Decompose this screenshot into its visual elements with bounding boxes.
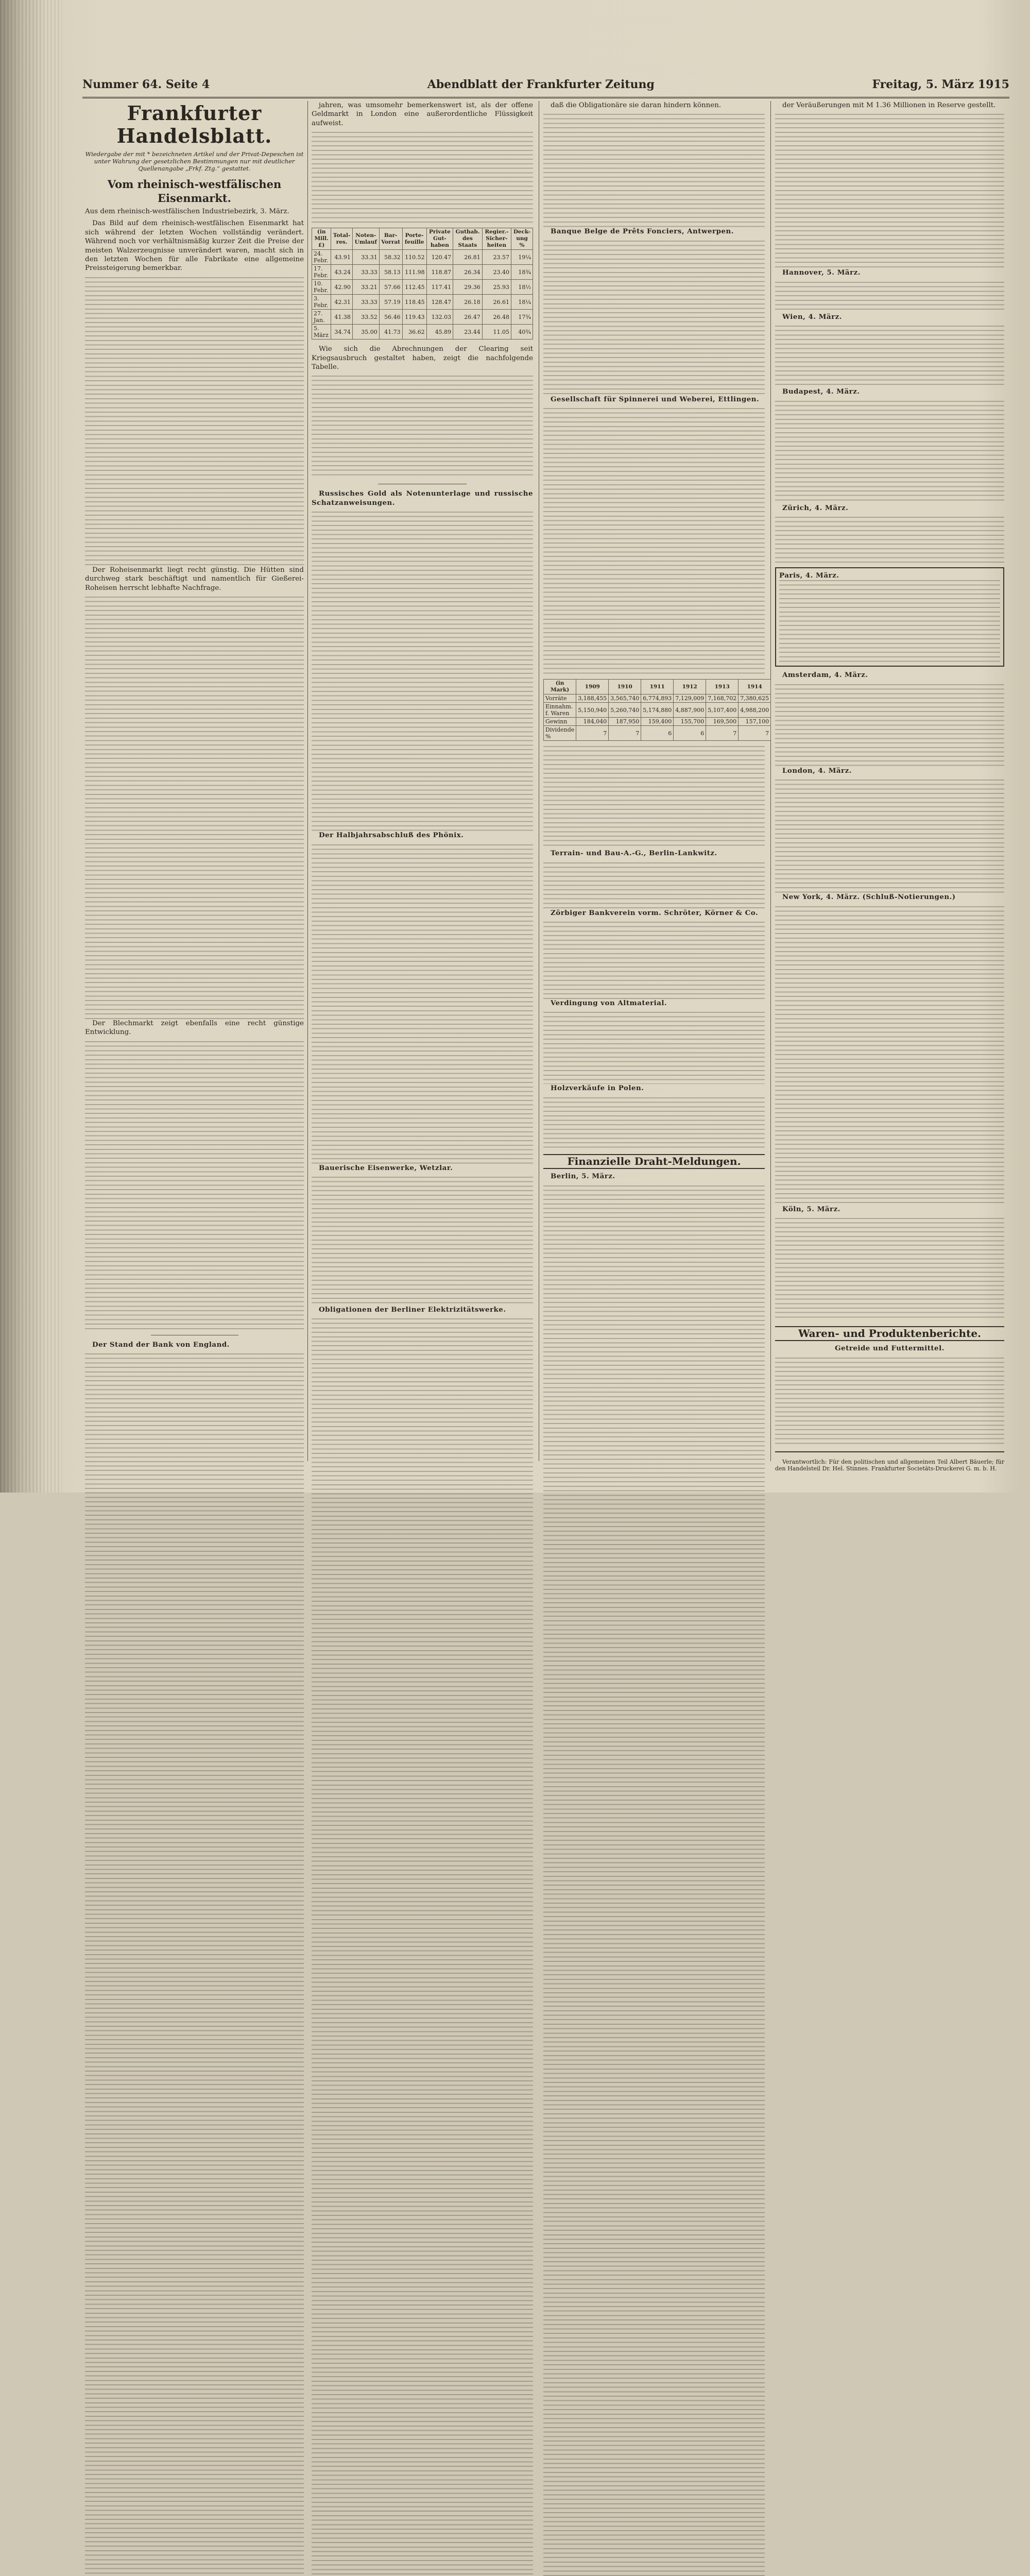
item-title: Köln, 5. März. [782, 1205, 840, 1213]
table-cell: 18¼ [511, 295, 533, 310]
table-cell: 33.31 [352, 250, 379, 265]
text-block [775, 1358, 1004, 1445]
table-cell: 7 [609, 726, 641, 741]
text-block [775, 517, 1004, 563]
table-cell: 42.90 [331, 280, 353, 295]
table-cell: 5,150,940 [576, 703, 609, 718]
table-cell: 7 [739, 726, 771, 741]
table-cell: 4,887,900 [674, 703, 706, 718]
item-title: Holzverkäufe in Polen. [551, 1084, 644, 1093]
table-header-cell: Private Gut-haben [426, 228, 453, 250]
article-paragraph: daß die Obligationäre sie daran hindern können. [551, 101, 722, 109]
table-row [312, 310, 533, 325]
table-cell: 7,129,009 [674, 694, 706, 703]
table-cell: 155,700 [674, 718, 706, 726]
table-cell: 41.38 [331, 310, 353, 325]
table-cell: 159,400 [641, 718, 674, 726]
text-block [85, 1353, 304, 2576]
table-cell: 33.33 [352, 295, 379, 310]
book-binding [0, 0, 62, 1493]
table-cell: 184,040 [576, 718, 609, 726]
item-title: Bauerische Eisenwerke, Wetzlar. [319, 1163, 453, 1172]
table-cell: 57.66 [379, 280, 402, 295]
section-heading: Waren- und Produktenberichte. [775, 1326, 1004, 1341]
table-header-cell: 1913 [706, 680, 739, 694]
table-cell: 40¾ [511, 325, 533, 340]
text-block [312, 1177, 533, 1306]
text-block [543, 1185, 765, 2576]
table-row [312, 280, 533, 295]
table-cell: 7,168,702 [706, 694, 739, 703]
quotes-table [779, 580, 1000, 663]
table-header-cell: 1910 [609, 680, 641, 694]
column-3 [543, 101, 769, 1461]
page-masthead [82, 72, 1009, 98]
table-cell: 33.52 [352, 310, 379, 325]
table-cell: 3,565,740 [609, 694, 641, 703]
table-cell: 132.03 [426, 310, 453, 325]
table-cell: 10. Febr. [312, 280, 331, 295]
section-title: Frankfurter Handelsblatt. [116, 101, 272, 147]
table-cell: 6,774,893 [641, 694, 674, 703]
table-cell: 18½ [511, 280, 533, 295]
table-cell: 43.24 [331, 265, 353, 280]
table-cell: 4,988,200 [739, 703, 771, 718]
table-cell: 7 [576, 726, 609, 741]
table-cell: Einnahm. f. Waren [544, 703, 576, 718]
issue-date: Freitag, 5. März 1915 [872, 78, 1009, 91]
text-block [543, 862, 765, 909]
table-cell: 118.45 [402, 295, 426, 310]
article-dateline: Aus dem rheinisch-westfälischen Industriebezirk, 3. März. [85, 208, 289, 215]
item-title: Gesellschaft für Spinnerei und Weberei, Ettlingen. [551, 395, 760, 403]
table-cell: 41.73 [379, 325, 402, 340]
table-cell: 23.44 [453, 325, 483, 340]
text-block [543, 408, 765, 676]
text-block [775, 114, 1004, 268]
table-cell: 33.21 [352, 280, 379, 295]
reprint-note: Wiedergabe der mit * bezeichneten Artikel und der Privat-Depeschen ist unter Wahrung der gesetzlichen Bestimmungen nur mit deutlicher Quellenangabe „Frkf. Ztg.“ gestattet. [85, 150, 304, 172]
table-header-cell: Regier.-Sicher-heiten [482, 228, 511, 250]
text-block [85, 1041, 304, 1330]
item-title: Zürich, 4. März. [782, 503, 849, 512]
table-row [544, 703, 771, 718]
text-block [543, 1097, 765, 1149]
column-1 [85, 101, 304, 1461]
table-header-cell: (in Mill. £) [312, 228, 331, 250]
table-cell: 43.91 [331, 250, 353, 265]
table-cell: 17. Febr. [312, 265, 331, 280]
table-row [312, 325, 533, 340]
table-cell: 169,500 [706, 718, 739, 726]
table-cell: Vorräte [544, 694, 576, 703]
table-cell: 23.57 [482, 250, 511, 265]
text-block [543, 114, 765, 227]
table-cell: 17¾ [511, 310, 533, 325]
text-block [312, 512, 533, 831]
table-header-cell: Guthab. des Staats [453, 228, 483, 250]
text-block [775, 1218, 1004, 1321]
table-row [544, 726, 771, 741]
table-row [312, 295, 533, 310]
table-header-cell: Total-res. [331, 228, 353, 250]
clearing-table [312, 376, 533, 479]
table-cell: 120.47 [426, 250, 453, 265]
text-block [312, 132, 533, 225]
table-cell: 33.33 [352, 265, 379, 280]
table-cell: 7 [706, 726, 739, 741]
table-cell: 157,100 [739, 718, 771, 726]
item-title: Obligationen der Berliner Elektrizitätswerke. [319, 1306, 506, 1314]
table-cell: 119.43 [402, 310, 426, 325]
table-cell: Dividende % [544, 726, 576, 741]
article-paragraph: Das Bild auf dem rheinisch-westfälischen Eisenmarkt hat sich während der letzten Wochen vollständig verändert. Während noch vor verhältnismäßig kurzer Zeit die Preise der meisten Walzerzeugnisse unverändert waren, macht sich in den letzten Wochen für alle Fabrikate eine allgemeine Preissteigerung bemerkbar. [85, 219, 304, 273]
ettlingen-table [543, 679, 771, 741]
article-paragraph: der Veräußerungen mit M 1.36 Millionen in Reserve gestellt. [782, 101, 996, 109]
table-row [544, 694, 771, 703]
item-title: Budapest, 4. März. [782, 387, 860, 396]
text-block [543, 746, 765, 849]
table-row [312, 265, 533, 280]
article-paragraph: Wie sich die Abrechnungen der Clearing seit Kriegsausbruch gestaltet haben, zeigt die nachfolgende Tabelle. [312, 345, 533, 371]
article-paragraph: Der Roheisenmarkt liegt recht günstig. Die Hütten sind durchweg stark beschäftigt und namentlich für Gießerei-Roheisen herrscht lebhafte Nachfrage. [85, 566, 304, 592]
table-cell: 26.81 [453, 250, 483, 265]
table-row [544, 718, 771, 726]
table-cell: 112.45 [402, 280, 426, 295]
table-cell: 25.93 [482, 280, 511, 295]
table-cell: 23.40 [482, 265, 511, 280]
text-block [775, 684, 1004, 767]
table-header-cell: Bar-Vorrat [379, 228, 402, 250]
article-paragraph: Der Blechmarkt zeigt ebenfalls eine recht günstige Entwicklung. [85, 1020, 304, 1037]
table-cell: 128.47 [426, 295, 453, 310]
item-title: Hannover, 5. März. [782, 268, 861, 277]
page-number: Nummer 64. Seite 4 [82, 78, 210, 91]
table-cell: 58.13 [379, 265, 402, 280]
newspaper-name: Abendblatt der Frankfurter Zeitung [427, 78, 655, 91]
item-title: Zörbiger Bankverein vorm. Schröter, Körner & Co. [551, 908, 759, 917]
text-block [85, 277, 304, 566]
table-cell: 42.31 [331, 295, 353, 310]
table-cell: 36.62 [402, 325, 426, 340]
table-cell: 56.46 [379, 310, 402, 325]
table-cell: 26.18 [453, 295, 483, 310]
table-cell: 57.19 [379, 295, 402, 310]
table-cell: 3,188,455 [576, 694, 609, 703]
table-header-cell: 1912 [674, 680, 706, 694]
item-title: New York, 4. März. (Schluß-Notierungen.) [782, 893, 956, 902]
table-cell: 11.05 [482, 325, 511, 340]
item-title: Russisches Gold als Notenunterlage und russische Schatzanweisungen. [312, 489, 533, 507]
text-block [775, 779, 1004, 893]
table-header-cell: 1909 [576, 680, 609, 694]
table-cell: 3. Febr. [312, 295, 331, 310]
text-block [312, 1318, 533, 2576]
item-title: London, 4. März. [782, 766, 852, 775]
item-title: Amsterdam, 4. März. [782, 671, 868, 680]
item-title: Der Stand der Bank von England. [92, 1340, 230, 1349]
article-heading: Vom rheinisch-westfälischen Eisenmarkt. [107, 178, 282, 205]
column-4 [775, 101, 1004, 1472]
table-cell: 117.41 [426, 280, 453, 295]
item-title: Wien, 4. März. [782, 312, 842, 321]
text-block [775, 326, 1004, 387]
column-rule [307, 101, 308, 1461]
table-cell: 24. Febr. [312, 250, 331, 265]
text-block [312, 844, 533, 1164]
imprint: Verantwortlich: Für den politischen und allgemeinen Teil Albert Bäuerle; für den Handelsteil Dr. Hel. Stinnes. Frankfurter Societäts-Druckerei G. m. b. H. [775, 1458, 1004, 1472]
table-cell: 7,380,625 [739, 694, 771, 703]
table-header-cell: Deck-ung % [511, 228, 533, 250]
table-cell: 6 [674, 726, 706, 741]
item-title: Verdingung von Altmaterial. [551, 999, 667, 1008]
text-block [775, 401, 1004, 504]
table-row [312, 250, 533, 265]
table-cell: 27. Jan. [312, 310, 331, 325]
table-cell: 6 [641, 726, 674, 741]
table-cell: 35.00 [352, 325, 379, 340]
newyork-quotes-table [775, 906, 1004, 1205]
text-block [543, 1012, 765, 1084]
table-header-cell: Noten-Umlauf [352, 228, 379, 250]
table-cell: 58.32 [379, 250, 402, 265]
table-cell: 19¼ [511, 250, 533, 265]
item-title: Terrain- und Bau-A.-G., Berlin-Lankwitz. [551, 849, 717, 858]
item-title: Berlin, 5. März. [551, 1172, 615, 1181]
table-cell: 45.89 [426, 325, 453, 340]
table-cell: 187,950 [609, 718, 641, 726]
table-cell: 26.47 [453, 310, 483, 325]
item-title: Banque Belge de Prêts Fonciers, Antwerpen. [551, 227, 734, 236]
table-cell: 5,107,400 [706, 703, 739, 718]
table-header-cell: 1911 [641, 680, 674, 694]
table-cell: 26.34 [453, 265, 483, 280]
table-cell: Gewinn [544, 718, 576, 726]
table-cell: 5,174,880 [641, 703, 674, 718]
text-block [775, 282, 1004, 313]
table-header-cell: Porte-feuille [402, 228, 426, 250]
table-cell: 18¾ [511, 265, 533, 280]
paris-quotes [775, 567, 1004, 667]
table-cell: 111.98 [402, 265, 426, 280]
text-block [543, 922, 765, 999]
column-rule [770, 101, 771, 1461]
divider [775, 1451, 1004, 1452]
bank-of-england-table [312, 228, 533, 340]
table-header-cell: 1914 [739, 680, 771, 694]
table-cell: 34.74 [331, 325, 353, 340]
article-paragraph: jahren, was umsomehr bemerkenswert ist, als der offene Geldmarkt in London eine außerordentliche Flüssigkeit aufweist. [312, 101, 533, 127]
table-cell: 118.87 [426, 265, 453, 280]
item-title: Der Halbjahrsabschluß des Phönix. [319, 831, 464, 840]
table-cell: 110.52 [402, 250, 426, 265]
text-block [85, 597, 304, 1019]
table-cell: 26.48 [482, 310, 511, 325]
section-heading: Finanzielle Draht-Meldungen. [543, 1154, 765, 1169]
table-cell: 5,260,740 [609, 703, 641, 718]
table-cell: 5. März [312, 325, 331, 340]
table-cell: 26.61 [482, 295, 511, 310]
table-header-cell: (in Mark) [544, 680, 576, 694]
text-block [543, 241, 765, 395]
column-2 [312, 101, 533, 1461]
item-title: Getreide und Futtermittel. [835, 1344, 945, 1353]
table-cell: 29.36 [453, 280, 483, 295]
quotes-title: Paris, 4. März. [779, 571, 839, 580]
